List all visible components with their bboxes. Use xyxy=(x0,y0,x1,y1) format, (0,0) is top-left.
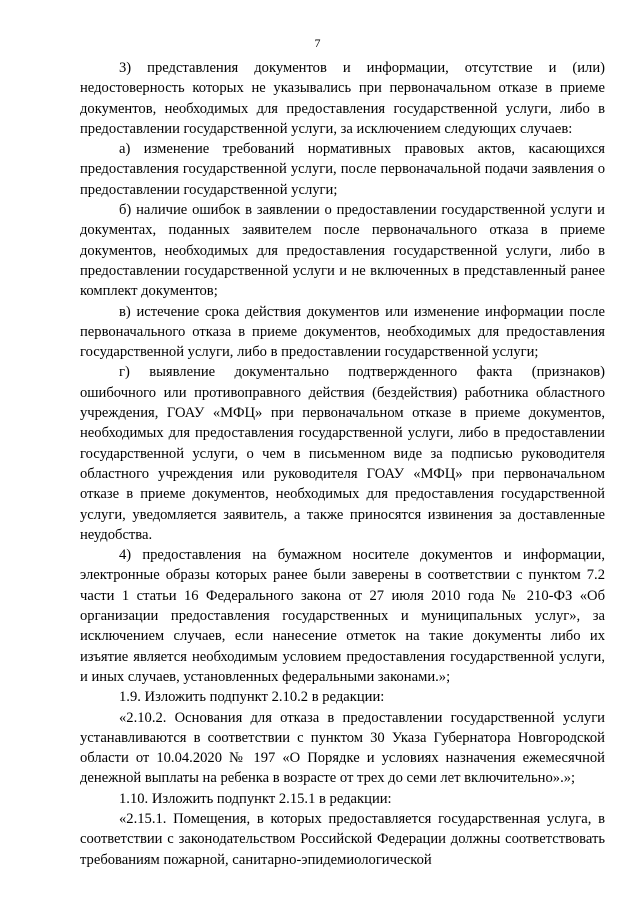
paragraph-1-9: 1.9. Изложить подпункт 2.10.2 в редакции: xyxy=(119,689,385,706)
paragraph-2-10-2: «2.10.2. Основания для отказа в предоставлении государственной услуги устанавливаются в соответствии с пунктом 30 Указа Губернатора Новгородской области от 10.04.2020 № 197 «О Порядке и условиях назначения ежемесячной денежной выплаты на ребенка в возрасте от трех до семи лет включительно».»; xyxy=(80,709,605,787)
page-number: 7 xyxy=(314,36,321,50)
paragraph-subitem-v: в) истечение срока действия документов или изменение информации после первоначального отказа в приеме документов, необходимых для предоставления государственной услуги, либо в предоставлении государственной услуги; xyxy=(80,303,605,361)
paragraph-1-10: 1.10. Изложить подпункт 2.15.1 в редакции: xyxy=(119,790,392,807)
paragraph-item-4: 4) предоставления на бумажном носителе документов и информации, электронные образы которых ранее были заверены в соответствии с пунктом 7.2 части 1 статьи 16 Федерального закона от 27 июля 2010 года № 210-ФЗ «Об организации предоставления государственных и муниципальных услуг», за исключением случаев, если нанесение отметок на такие документы либо их изъятие является необходимым условием предоставления государственной услуги, и иных случаев, установленных федеральными законами.»; xyxy=(80,547,605,685)
document-body xyxy=(80,58,605,870)
paragraph-2-15-1: «2.15.1. Помещения, в которых предоставляется государственная услуга, в соответствии с законодательством Российской Федерации должны соответствовать требованиям пожарной, санитарно-эпидемиологической xyxy=(80,810,605,868)
paragraph-subitem-a: а) изменение требований нормативных правовых актов, касающихся предоставления государственной услуги, после первоначальной подачи заявления о предоставлении государственной услуги; xyxy=(80,141,605,198)
paragraph-item-3: 3) представления документов и информации, отсутствие и (или) недостоверность которых не указывались при первоначальном отказе в приеме документов, необходимых для предоставления государственной услуги, либо в предоставлении государственной услуги, за исключением следующих случаев: xyxy=(80,60,605,137)
paragraph-subitem-b: б) наличие ошибок в заявлении о предоставлении государственной услуги и документах, поданных заявителем после первоначального отказа в приеме документов, необходимых для предоставления государственной услуги, либо в предоставлении государственной услуги и не включенных в представленный ранее комплект документов; xyxy=(80,202,605,300)
paragraph-subitem-g: г) выявление документально подтвержденного факта (признаков) ошибочного или противоправного действия (бездействия) работника областного учреждения, ГОАУ «МФЦ» при первоначальном отказе в приеме документов, необходимых для предоставления государственной услуги, либо в предоставлении государственной услуги, о чем в письменном виде за подписью руководителя областного учреждения или руководителя ГОАУ «МФЦ» при первоначальном отказе в приеме документов, необходимых для предоставления государственной услуги, уведомляется заявитель, а также приносятся извинения за доставленные неудобства. xyxy=(80,364,605,543)
